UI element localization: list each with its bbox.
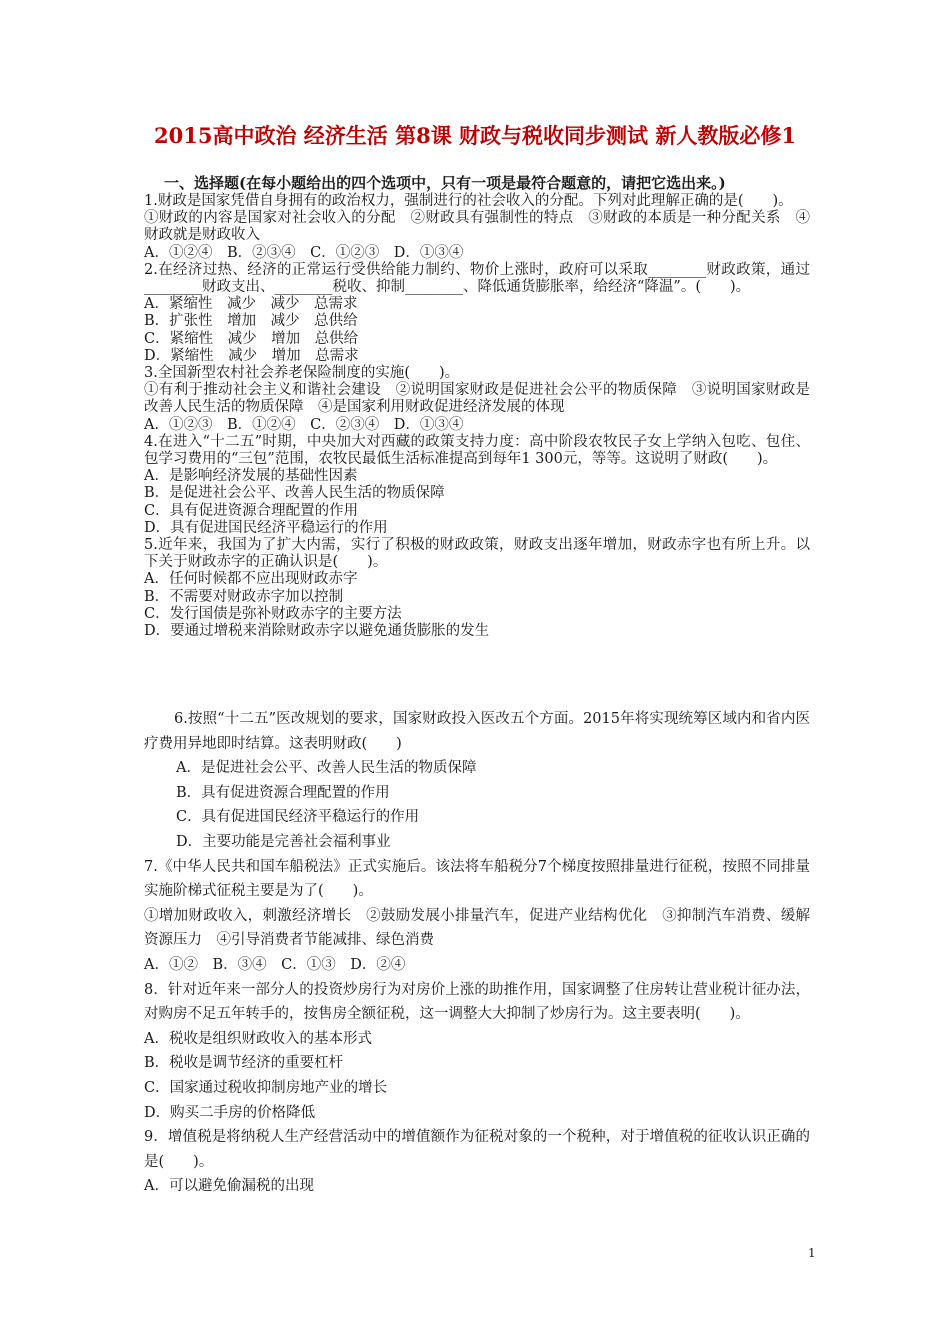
question-3-options: A．①②③ B．①②④ C．②③④ D．①③④ (144, 416, 464, 433)
question-6-stem: 6.按照“十二五”医改规划的要求，国家财政投入医改五个方面。2015年将实现统筹区域内和省内医疗费用异地即时结算。这表明财政( ) (144, 711, 810, 752)
document-title: 2015高中政治 经济生活 第8课 财政与税收同步测试 新人教版必修1 (154, 123, 796, 148)
question-8-option-c: C．国家通过税收抑制房地产业的增长 (144, 1079, 388, 1096)
question-3-items: ①有利于推动社会主义和谐社会建设 ②说明国家财政是促进社会公平的物质保障 ③说明国家财政是改善人民生活的物质保障 ④是国家利用财政促进经济发展的体现 (144, 382, 810, 416)
question-8-stem: 8．针对近年来一部分人的投资炒房行为对房价上涨的助推作用，国家调整了住房转让营业税计征办法，对购房不足五年转手的，按售房全额征税，这一调整大大抑制了炒房行为。这主要表明( )。 (144, 981, 810, 1023)
question-8-option-b: B．税收是调节经济的重要杠杆 (144, 1055, 344, 1072)
question-5-option-d: D．要通过增税来消除财政赤字以避免通货膨胀的发生 (144, 623, 490, 640)
question-9-option-a: A．可以避免偷漏税的出现 (144, 1178, 314, 1195)
question-7-stem: 7.《中华人民共和国车船税法》正式实施后。该法将车船税分7个梯度按照排量进行征税，按照不同排量实施阶梯式征税主要是为了( )。 (144, 858, 810, 900)
questions-block-2 (144, 707, 810, 1199)
question-8-option-d: D．购买二手房的价格降低 (144, 1104, 316, 1121)
question-5-option-c: C．发行国债是弥补财政赤字的主要方法 (144, 605, 402, 622)
question-6-option-b: B．具有促进资源合理配置的作用 (176, 784, 390, 801)
page-number: 1 (808, 1246, 816, 1260)
question-3-stem: 3.全国新型农村社会养老保险制度的实施( )。 (144, 365, 460, 382)
question-6-option-a: A．是促进社会公平、改善人民生活的物质保障 (176, 760, 477, 777)
question-9-stem: 9．增值税是将纳税人生产经营活动中的增值额作为征税对象的一个税种，对于增值税的征收认识正确的是( )。 (144, 1129, 810, 1170)
question-1-stem: 1.财政是国家凭借自身拥有的政治权力，强制进行的社会收入的分配。下列对此理解正确的是( )。 (144, 193, 793, 209)
question-2-option-b: B．扩张性 增加 减少 总供给 (144, 313, 358, 330)
question-4-option-a: A．是影响经济发展的基础性因素 (144, 468, 358, 485)
question-4-stem: 4.在进入“十二五”时期，中央加大对西藏的政策支持力度：高中阶段农牧民子女上学纳入包吃、包住、包学习费用的“三包”范围，农牧民最低生活标准提高到每年1 300元，等等。这说明了财政( )。 (144, 433, 810, 468)
question-8-option-a: A．税收是组织财政收入的基本形式 (144, 1030, 372, 1047)
question-4-option-b: B．是促进社会公平、改善人民生活的物质保障 (144, 485, 445, 502)
question-6-option-c: C．具有促进国民经济平稳运行的作用 (176, 809, 420, 826)
question-5-stem: 5.近年来，我国为了扩大内需，实行了积极的财政政策，财政支出逐年增加，财政赤字也有所上升。以下关于财政赤字的正确认识是( )。 (144, 537, 810, 571)
questions-block-1 (144, 193, 810, 640)
question-2-option-d: D．紧缩性 减少 增加 总需求 (144, 347, 359, 364)
question-2-option-c: C．紧缩性 减少 增加 总供给 (144, 330, 359, 347)
question-1-items: ①财政的内容是国家对社会收入的分配 ②财政具有强制性的特点 ③财政的本质是一种分配关系 ④财政就是财政收入 (144, 210, 810, 244)
question-5-option-a: A．任何时候都不应出现财政赤字 (144, 571, 358, 588)
question-4-option-d: D．具有促进国民经济平稳运行的作用 (144, 519, 388, 536)
section-heading: 一、选择题(在每小题给出的四个选项中，只有一项是最符合题意的，请把它选出来。) (164, 174, 726, 192)
question-7-items: ①增加财政收入，刺激经济增长 ②鼓励发展小排量汽车，促进产业结构优化 ③抑制汽车消费、缓解资源压力 ④引导消费者节能减排、绿色消费 (144, 907, 810, 949)
question-2-option-a: A．紧缩性 减少 减少 总需求 (144, 296, 358, 313)
question-2-stem: 2.在经济过热、经济的正常运行受供给能力制约、物价上涨时，政府可以采取________财政政策，通过________财政支出、________税收、抑制________、降低通货膨胀率，给经济“降温”。( )。 (144, 261, 810, 296)
question-4-option-c: C．具有促进资源合理配置的作用 (144, 502, 359, 519)
question-5-option-b: B．不需要对财政赤字加以控制 (144, 588, 344, 605)
question-6-option-d: D．主要功能是完善社会福利事业 (176, 833, 391, 850)
question-1-options: A．①②④ B．②③④ C．①②③ D．①③④ (144, 244, 464, 261)
question-7-options: A．①② B．③④ C．①③ D．②④ (144, 956, 406, 973)
